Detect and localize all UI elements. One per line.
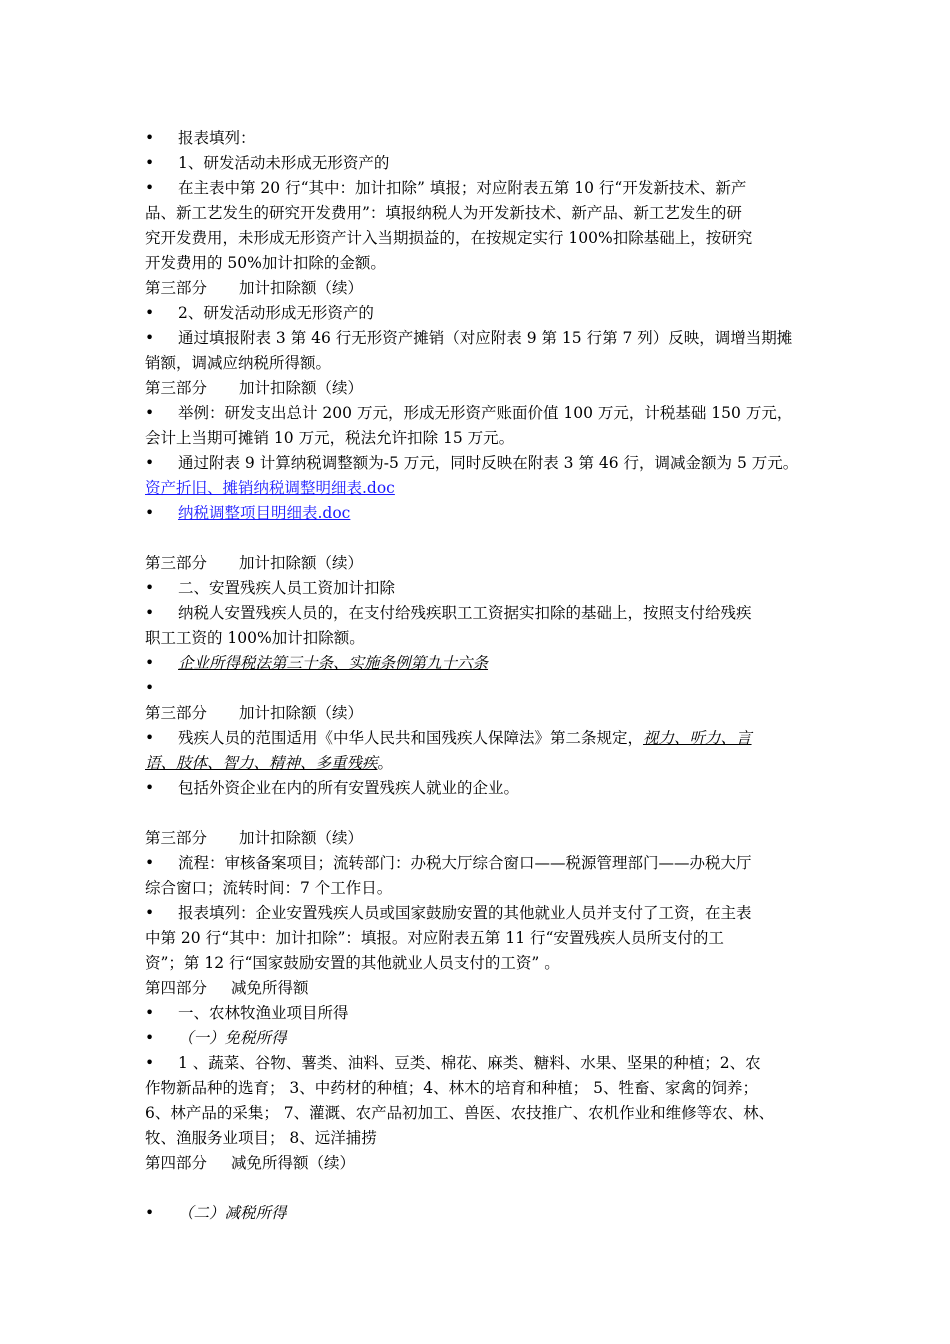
paragraph-text: 二、安置残疾人员工资加计扣除 xyxy=(178,579,396,597)
paragraph-text: 残疾人员的范围适用《中华人民共和国残疾人保障法》第二条规定， xyxy=(178,729,644,747)
text-line xyxy=(145,1201,825,1226)
text-line xyxy=(145,151,825,176)
attachment-link-tax-adjustment[interactable]: 纳税调整项目明细表.doc xyxy=(178,504,351,522)
paragraph-text: 报表填列： xyxy=(178,129,256,147)
text-line xyxy=(145,226,825,251)
text-line xyxy=(145,1076,825,1101)
text-line xyxy=(145,1026,825,1051)
paragraph-text: 举例：研发支出总计 200 万元，形成无形资产账面价值 100 万元，计税基础 150 万元， xyxy=(178,404,793,422)
paragraph-text: 牧、渔服务业项目； 8、远洋捕捞 xyxy=(145,1129,377,1147)
bullet: • xyxy=(145,1004,155,1022)
paragraph-text: 一、农林牧渔业项目所得 xyxy=(178,1004,349,1022)
paragraph-text: 2、研发活动形成无形资产的 xyxy=(178,304,374,322)
bullet: • xyxy=(145,454,155,472)
bullet: • xyxy=(145,179,155,197)
text-line xyxy=(145,901,825,926)
text-line xyxy=(145,326,825,351)
text-line xyxy=(145,601,825,626)
section-heading xyxy=(145,1151,825,1176)
bullet: • xyxy=(145,654,155,672)
paragraph-text: 中第 20 行“其中：加计扣除”：填报。对应附表五第 11 行“安置残疾人员所支付的工 xyxy=(145,929,724,947)
text-line xyxy=(145,501,825,526)
bullet: • xyxy=(145,504,155,522)
text-line xyxy=(145,1001,825,1026)
law-reference-link[interactable]: 企业所得税法第三十条、实施条例第九十六条 xyxy=(178,654,489,672)
text-line xyxy=(145,851,825,876)
bullet: • xyxy=(145,579,155,597)
section-part: 第三部分 xyxy=(145,829,208,847)
bullet: • xyxy=(145,129,155,147)
paragraph-text: 通过填报附表 3 第 46 行无形资产摊销（对应附表 9 第 15 行第 7 列）反映，调增当期摊 xyxy=(178,329,793,347)
section-heading xyxy=(145,826,825,851)
section-part: 第三部分 xyxy=(145,379,208,397)
section-heading xyxy=(145,551,825,576)
attachment-link-depreciation[interactable]: 资产折旧、摊销纳税调整明细表.doc xyxy=(145,479,395,497)
section-heading xyxy=(145,276,825,301)
paragraph-text: 会计上当期可摊销 10 万元，税法允许扣除 15 万元。 xyxy=(145,429,515,447)
paragraph-text: 品、新工艺发生的研究开发费用”：填报纳税人为开发新技术、新产品、新工艺发生的研 xyxy=(145,204,742,222)
text-line xyxy=(145,401,825,426)
section-part: 第三部分 xyxy=(145,704,208,722)
text-line xyxy=(145,201,825,226)
section-heading xyxy=(145,376,825,401)
text-line xyxy=(145,726,825,751)
section-title: 加计扣除额（续） xyxy=(239,704,364,722)
paragraph-text: 1 、蔬菜、谷物、薯类、油料、豆类、棉花、麻类、糖料、水果、坚果的种植；2、农 xyxy=(178,1054,761,1072)
paragraph-text: 纳税人安置残疾人员的，在支付给残疾职工工资据实扣除的基础上，按照支付给残疾 xyxy=(178,604,752,622)
section-part: 第四部分 xyxy=(145,1154,208,1172)
paragraph-text: 。 xyxy=(377,754,394,772)
text-line xyxy=(145,476,825,501)
bullet: • xyxy=(145,329,155,347)
paragraph-text: 在主表中第 20 行“其中：加计扣除” 填报；对应附表五第 10 行“开发新技术、新产 xyxy=(178,179,747,197)
section-title: 加计扣除额（续） xyxy=(239,554,364,572)
section-part: 第四部分 xyxy=(145,979,208,997)
subheading-text: （二）减税所得 xyxy=(178,1204,287,1222)
blank-line xyxy=(145,526,825,551)
section-heading xyxy=(145,976,825,1001)
bullet: • xyxy=(145,854,155,872)
bullet: • xyxy=(145,904,155,922)
text-line xyxy=(145,1126,825,1151)
paragraph-text: 报表填列：企业安置残疾人员或国家鼓励安置的其他就业人员并支付了工资，在主表 xyxy=(178,904,752,922)
text-line xyxy=(145,651,825,676)
bullet: • xyxy=(145,1204,155,1222)
section-title: 加计扣除额（续） xyxy=(239,379,364,397)
text-line xyxy=(145,926,825,951)
bullet: • xyxy=(145,779,155,797)
subheading-text: （一）免税所得 xyxy=(178,1029,287,1047)
text-line xyxy=(145,951,825,976)
text-line xyxy=(145,351,825,376)
bullet: • xyxy=(145,304,155,322)
text-line xyxy=(145,676,825,701)
text-line xyxy=(145,251,825,276)
text-line xyxy=(145,876,825,901)
paragraph-text: 销额，调减应纳税所得额。 xyxy=(145,354,332,372)
text-line xyxy=(145,126,825,151)
paragraph-text: 资”；第 12 行“国家鼓励安置的其他就业人员支付的工资” 。 xyxy=(145,954,560,972)
paragraph-text: 流程：审核备案项目；流转部门：办税大厅综合窗口——税源管理部门——办税大厅 xyxy=(178,854,752,872)
blank-line xyxy=(145,801,825,826)
bullet: • xyxy=(145,729,155,747)
blank-line xyxy=(145,1176,825,1201)
section-title: 加计扣除额（续） xyxy=(239,279,364,297)
disability-types-link[interactable]: 视力、听力、言 xyxy=(643,729,752,747)
paragraph-text: 职工工资的 100%加计扣除额。 xyxy=(145,629,365,647)
section-title: 减免所得额（续） xyxy=(231,1154,356,1172)
text-line xyxy=(145,176,825,201)
section-heading xyxy=(145,701,825,726)
section-title: 减免所得额 xyxy=(231,979,309,997)
text-line xyxy=(145,776,825,801)
paragraph-text: 究开发费用，未形成无形资产计入当期损益的，在按规定实行 100%扣除基础上，按研究 xyxy=(145,229,753,247)
text-line xyxy=(145,301,825,326)
bullet: • xyxy=(145,154,155,172)
text-line xyxy=(145,1101,825,1126)
paragraph-text: 通过附表 9 计算纳税调整额为-5 万元，同时反映在附表 3 第 46 行，调减金额为 5 万元。 xyxy=(178,454,799,472)
text-line xyxy=(145,1051,825,1076)
disability-types-link[interactable]: 语、肢体、智力、精神、多重残疾 xyxy=(145,754,378,772)
text-line xyxy=(145,751,825,776)
bullet: • xyxy=(145,679,155,697)
bullet: • xyxy=(145,404,155,422)
text-line xyxy=(145,576,825,601)
text-line xyxy=(145,451,825,476)
bullet: • xyxy=(145,1054,155,1072)
section-part: 第三部分 xyxy=(145,554,208,572)
text-line xyxy=(145,626,825,651)
paragraph-text: 开发费用的 50%加计扣除的金额。 xyxy=(145,254,386,272)
paragraph-text: 包括外资企业在内的所有安置残疾人就业的企业。 xyxy=(178,779,520,797)
bullet: • xyxy=(145,604,155,622)
document-body xyxy=(145,126,825,1226)
paragraph-text: 6、林产品的采集； 7、灌溉、农产品初加工、兽医、农技推广、农机作业和维修等农、林、 xyxy=(145,1104,775,1122)
text-line xyxy=(145,426,825,451)
section-title: 加计扣除额（续） xyxy=(239,829,364,847)
paragraph-text: 1、研发活动未形成无形资产的 xyxy=(178,154,390,172)
paragraph-text: 综合窗口；流转时间：7 个工作日。 xyxy=(145,879,393,897)
bullet: • xyxy=(145,1029,155,1047)
section-part: 第三部分 xyxy=(145,279,208,297)
paragraph-text: 作物新品种的选育； 3、中药材的种植；4、林木的培育和种植； 5、牲畜、家禽的饲养； xyxy=(145,1079,758,1097)
